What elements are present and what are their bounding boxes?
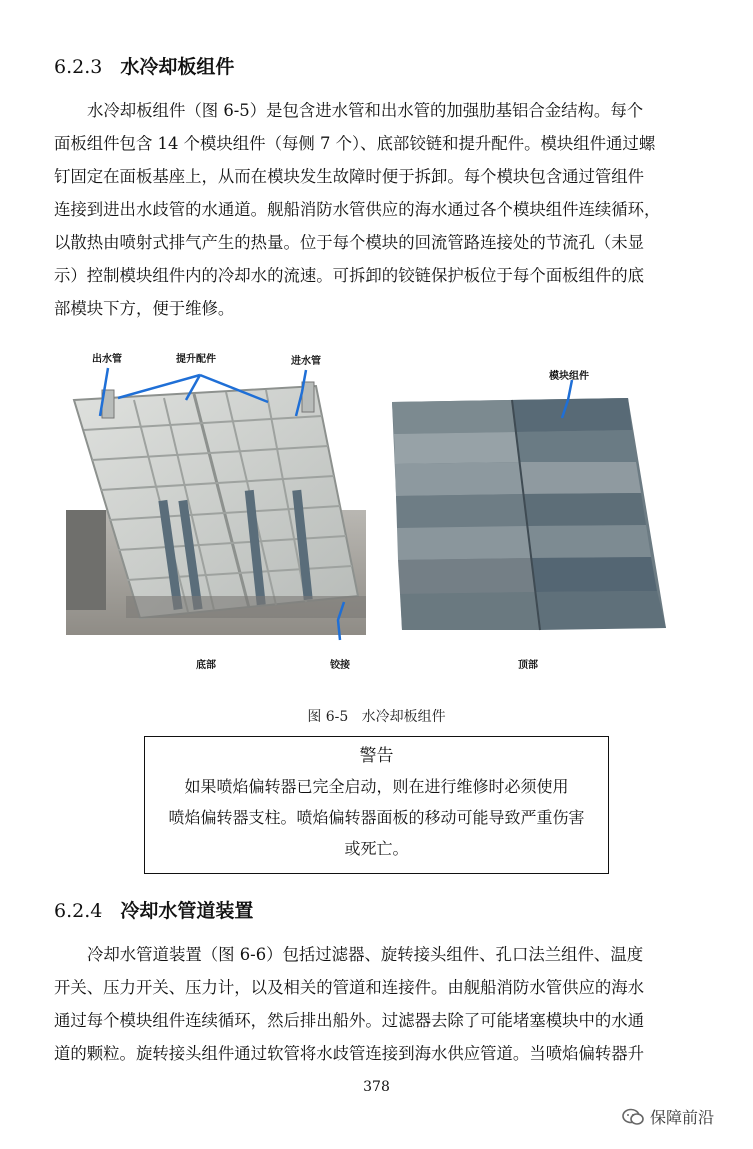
section-title: 冷却水管道装置 [120,900,254,922]
label-outlet-pipe: 出水管 [92,354,122,365]
warning-line: 或死亡。 [344,839,409,858]
paragraph-line: 水冷却板组件（图 6-5）是包含进水管和出水管的加强肋基铝合金结构。每个 [87,101,644,120]
section-number: 6.2.4 [54,900,103,922]
section-title: 水冷却板组件 [120,56,235,78]
paragraph-line: 冷却水管道装置（图 6-6）包括过滤器、旋转接头组件、孔口法兰组件、温度 [87,945,644,964]
paragraph-line: 连接到进出水歧管的水通道。舰船消防水管供应的海水通过各个模块组件连续循环， [54,200,661,219]
label-lifting-fitting: 提升配件 [176,354,216,365]
paragraph-line: 钉固定在面板基座上，从而在模块发生故障时便于拆卸。每个模块包含通过管组件 [54,167,645,186]
figure-caption-text: 水冷却板组件 [361,709,446,725]
warning-box [144,736,609,874]
paragraph-line: 通过每个模块组件连续循环，然后排出船外。过滤器去除了可能堵塞模块中的水通 [54,1011,645,1030]
figure-caption [0,706,753,726]
paragraph-line: 以散热由喷射式排气产生的热量。位于每个模块的回流管路连接处的节流孔（未显 [54,233,645,252]
section-heading-6-2-4 [54,896,253,923]
watermark [622,1105,714,1128]
section-body-6-2-4 [54,938,700,1070]
warning-line: 如果喷焰偏转器已完全启动，则在进行维修时必须使用 [184,777,569,796]
paragraph-line: 道的颗粒。旋转接头组件通过软管将水歧管连接到海水供应管道。当喷焰偏转器升 [54,1044,645,1063]
figure-caption-number: 图 6-5 [307,709,349,725]
label-top: 顶部 [518,660,538,671]
section-number: 6.2.3 [54,56,103,78]
label-module-assembly: 模块组件 [549,371,589,382]
label-hinge: 铰接 [330,660,350,671]
wechat-icon [622,1108,644,1126]
paragraph-line: 示）控制模块组件内的冷却水的流速。可拆卸的铰链保护板位于每个面板组件的底 [54,266,645,285]
warning-title: 警告 [359,746,394,766]
warning-line: 喷焰偏转器支柱。喷焰偏转器面板的移动可能导致严重伤害 [168,808,585,827]
label-bottom: 底部 [196,660,216,671]
paragraph-line: 面板组件包含 14 个模块组件（每侧 7 个）、底部铰链和提升配件。模块组件通过螺 [54,134,656,153]
paragraph-line: 开关、压力开关、压力计，以及相关的管道和连接件。由舰船消防水管供应的海水 [54,978,645,997]
page-number: 378 [363,1079,390,1095]
label-inlet-pipe: 进水管 [291,356,321,367]
watermark-text: 保障前沿 [650,1108,715,1127]
paragraph-line: 部模块下方，便于维修。 [54,299,235,318]
